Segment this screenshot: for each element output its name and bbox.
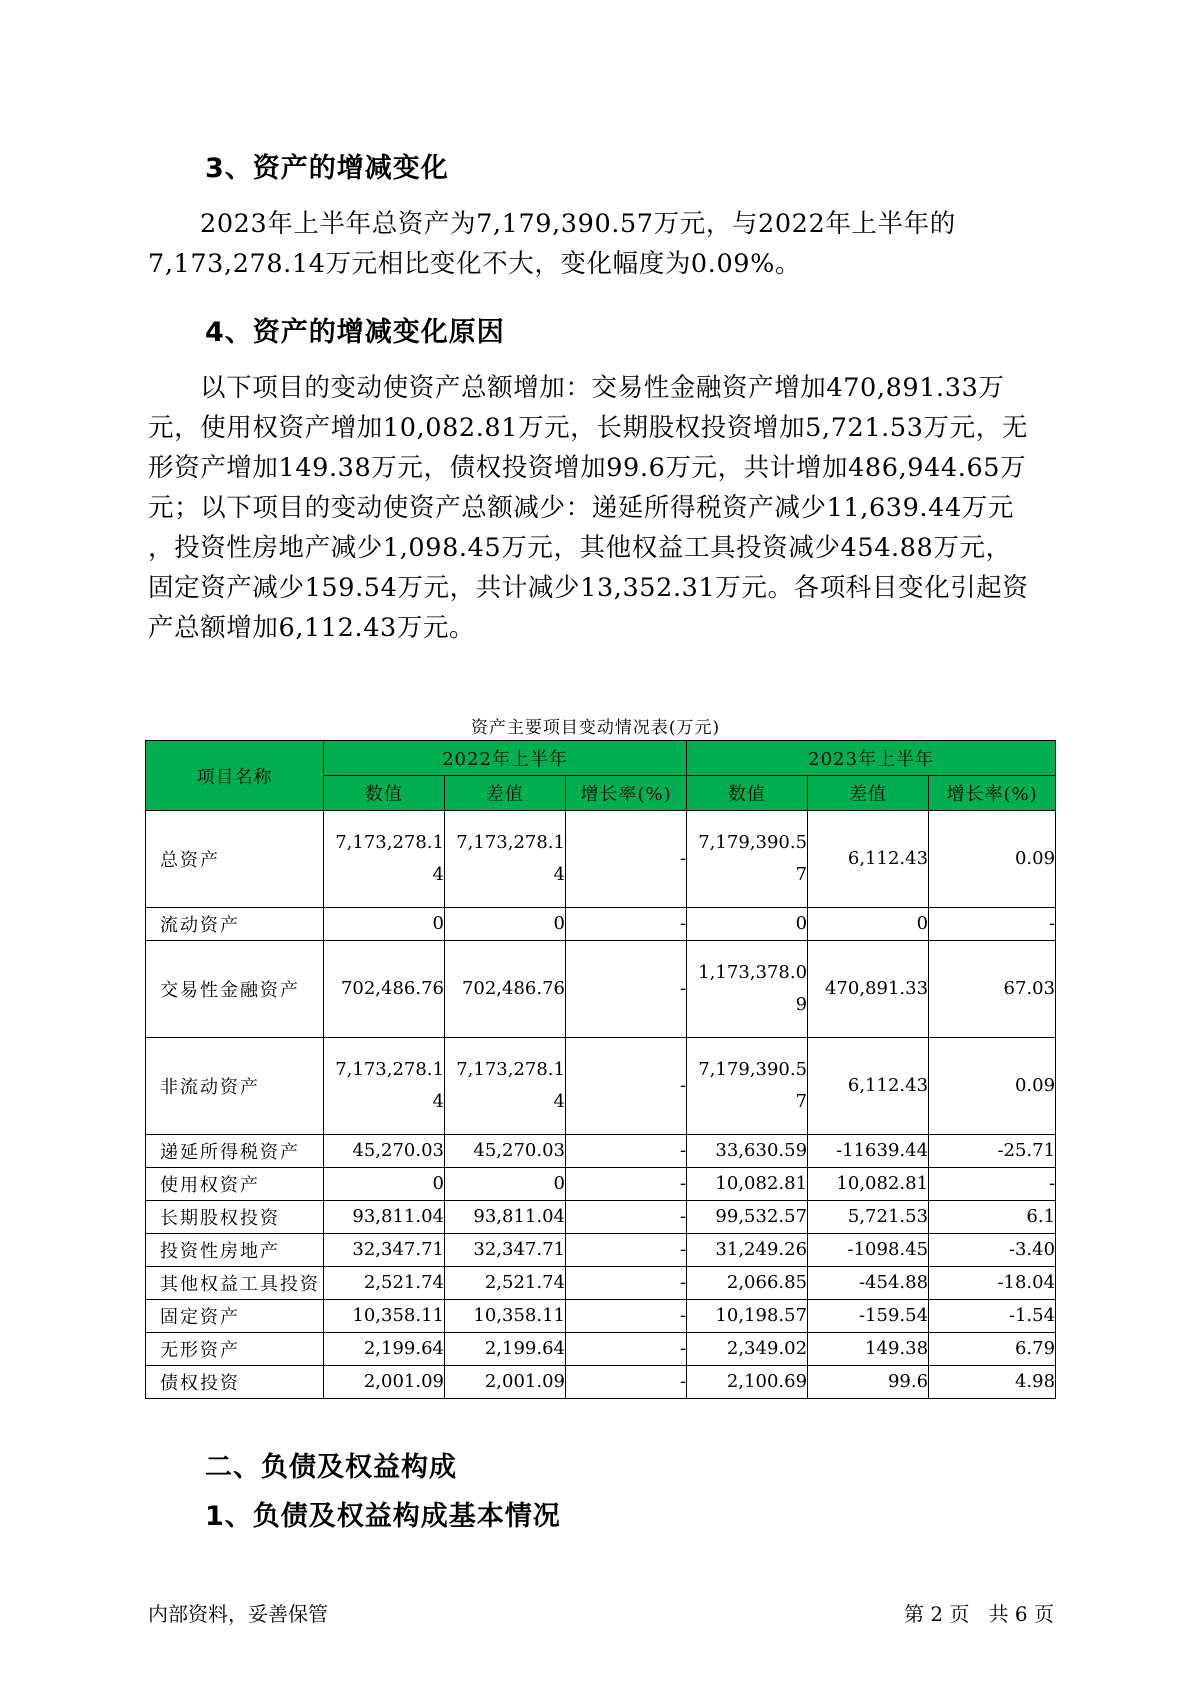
footer-confidential-note: 内部资料，妥善保管 [148,1602,328,1626]
value-2023: 10,198.57 [687,1300,808,1333]
heading-liabilities-equity: 二、负债及权益构成 [205,1452,457,1483]
diff-2023: 149.38 [808,1333,929,1366]
paragraph-line: 形资产增加149.38万元，债权投资增加99.6万元，共计增加486,944.65万 [148,453,1027,483]
growth-2022: - [566,1038,687,1135]
header-item-name: 项目名称 [146,741,324,811]
header-period-2023: 2023年上半年 [687,741,1056,776]
growth-2022: - [566,1135,687,1168]
value-2023: 0 [687,908,808,941]
value-2023: 2,349.02 [687,1333,808,1366]
growth-2023: - [929,1168,1056,1201]
diff-2023: -11639.44 [808,1135,929,1168]
table-row [146,1135,1056,1168]
diff-2023: 6,112.43 [808,1038,929,1135]
diff-2023: 6,112.43 [808,811,929,908]
value-2022: 2,001.09 [324,1366,445,1399]
row-name: 总资产 [146,811,324,908]
value-2023: 10,082.81 [687,1168,808,1201]
growth-2022: - [566,811,687,908]
growth-2022: - [566,1366,687,1399]
value-2023: 7,179,390.57 [687,811,808,908]
growth-2023: 0.09 [929,811,1056,908]
value-2022: 0 [324,908,445,941]
table-row [146,811,1056,908]
growth-2022: - [566,1234,687,1267]
diff-2022: 2,199.64 [445,1333,566,1366]
paragraph-line: 产总额增加6,112.43万元。 [148,613,476,643]
diff-2022: 2,001.09 [445,1366,566,1399]
value-2023: 2,066.85 [687,1267,808,1300]
table-row [146,1333,1056,1366]
row-name: 投资性房地产 [146,1234,324,1267]
header-diff-2023: 差值 [808,776,929,811]
diff-2022: 7,173,278.14 [445,811,566,908]
value-2022: 702,486.76 [324,941,445,1038]
row-name: 其他权益工具投资 [146,1267,324,1300]
value-2023: 31,249.26 [687,1234,808,1267]
value-2023: 33,630.59 [687,1135,808,1168]
diff-2023: 5,721.53 [808,1201,929,1234]
heading-asset-change: 3、资产的增减变化 [205,153,449,184]
value-2022: 0 [324,1168,445,1201]
row-name: 交易性金融资产 [146,941,324,1038]
asset-change-table [145,740,1056,1399]
value-2022: 2,521.74 [324,1267,445,1300]
growth-2023: 6.79 [929,1333,1056,1366]
row-name: 无形资产 [146,1333,324,1366]
growth-2023: 0.09 [929,1038,1056,1135]
table-row [146,941,1056,1038]
paragraph-line: 元，使用权资产增加10,082.81万元，长期股权投资增加5,721.53万元，无 [148,413,1028,443]
table-caption: 资产主要项目变动情况表(万元) [470,718,721,738]
paragraph-line: 2023年上半年总资产为7,179,390.57万元，与2022年上半年的 [200,209,956,239]
value-2023: 1,173,378.09 [687,941,808,1038]
value-2022: 7,173,278.14 [324,1038,445,1135]
header-diff-2022: 差值 [445,776,566,811]
diff-2022: 45,270.03 [445,1135,566,1168]
value-2022: 10,358.11 [324,1300,445,1333]
table-row [146,1300,1056,1333]
value-2022: 7,173,278.14 [324,811,445,908]
heading-asset-change-reason: 4、资产的增减变化原因 [205,317,505,348]
paragraph-asset-reasons [148,368,1053,648]
row-name: 长期股权投资 [146,1201,324,1234]
header-value-2022: 数值 [324,776,445,811]
growth-2022: - [566,908,687,941]
diff-2022: 10,358.11 [445,1300,566,1333]
diff-2023: 10,082.81 [808,1168,929,1201]
diff-2023: 99.6 [808,1366,929,1399]
diff-2023: -1098.45 [808,1234,929,1267]
growth-2023: -3.40 [929,1234,1056,1267]
row-name: 债权投资 [146,1366,324,1399]
growth-2023: -25.71 [929,1135,1056,1168]
growth-2022: - [566,1168,687,1201]
growth-2022: - [566,1333,687,1366]
row-name: 流动资产 [146,908,324,941]
table-row [146,1267,1056,1300]
growth-2023: -1.54 [929,1300,1056,1333]
row-name: 固定资产 [146,1300,324,1333]
table-row [146,1038,1056,1135]
value-2023: 99,532.57 [687,1201,808,1234]
row-name: 递延所得税资产 [146,1135,324,1168]
diff-2022: 0 [445,908,566,941]
table-row [146,1201,1056,1234]
table-row [146,1366,1056,1399]
growth-2023: - [929,908,1056,941]
table-row [146,1234,1056,1267]
growth-2022: - [566,941,687,1038]
growth-2023: -18.04 [929,1267,1056,1300]
header-value-2023: 数值 [687,776,808,811]
growth-2023: 67.03 [929,941,1056,1038]
growth-2022: - [566,1300,687,1333]
table-row [146,908,1056,941]
paragraph-line: 固定资产减少159.54万元，共计减少13,352.31万元。各项科目变化引起资 [148,573,1029,603]
heading-liabilities-equity-basics: 1、负债及权益构成基本情况 [205,1501,561,1532]
value-2023: 7,179,390.57 [687,1038,808,1135]
growth-2022: - [566,1267,687,1300]
value-2022: 93,811.04 [324,1201,445,1234]
paragraph-line: 以下项目的变动使资产总额增加：交易性金融资产增加470,891.33万 [200,373,1005,403]
diff-2023: -454.88 [808,1267,929,1300]
diff-2022: 93,811.04 [445,1201,566,1234]
footer-page-number: 第 2 页 共 6 页 [904,1602,1054,1626]
diff-2023: -159.54 [808,1300,929,1333]
paragraph-line: ，投资性房地产减少1,098.45万元，其他权益工具投资减少454.88万元， [148,533,1012,563]
value-2023: 2,100.69 [687,1366,808,1399]
growth-2023: 6.1 [929,1201,1056,1234]
paragraph-asset-summary [148,204,1053,284]
table-row [146,1168,1056,1201]
paragraph-line: 7,173,278.14万元相比变化不大，变化幅度为0.09%。 [148,249,802,279]
growth-2022: - [566,1201,687,1234]
diff-2022: 32,347.71 [445,1234,566,1267]
diff-2022: 7,173,278.14 [445,1038,566,1135]
header-period-2022: 2022年上半年 [324,741,687,776]
row-name: 使用权资产 [146,1168,324,1201]
growth-2023: 4.98 [929,1366,1056,1399]
header-growth-2022: 增长率(%) [566,776,687,811]
diff-2023: 470,891.33 [808,941,929,1038]
row-name: 非流动资产 [146,1038,324,1135]
value-2022: 32,347.71 [324,1234,445,1267]
value-2022: 2,199.64 [324,1333,445,1366]
diff-2022: 2,521.74 [445,1267,566,1300]
diff-2023: 0 [808,908,929,941]
diff-2022: 702,486.76 [445,941,566,1038]
header-growth-2023: 增长率(%) [929,776,1056,811]
value-2022: 45,270.03 [324,1135,445,1168]
paragraph-line: 元；以下项目的变动使资产总额减少：递延所得税资产减少11,639.44万元 [148,493,1014,523]
diff-2022: 0 [445,1168,566,1201]
